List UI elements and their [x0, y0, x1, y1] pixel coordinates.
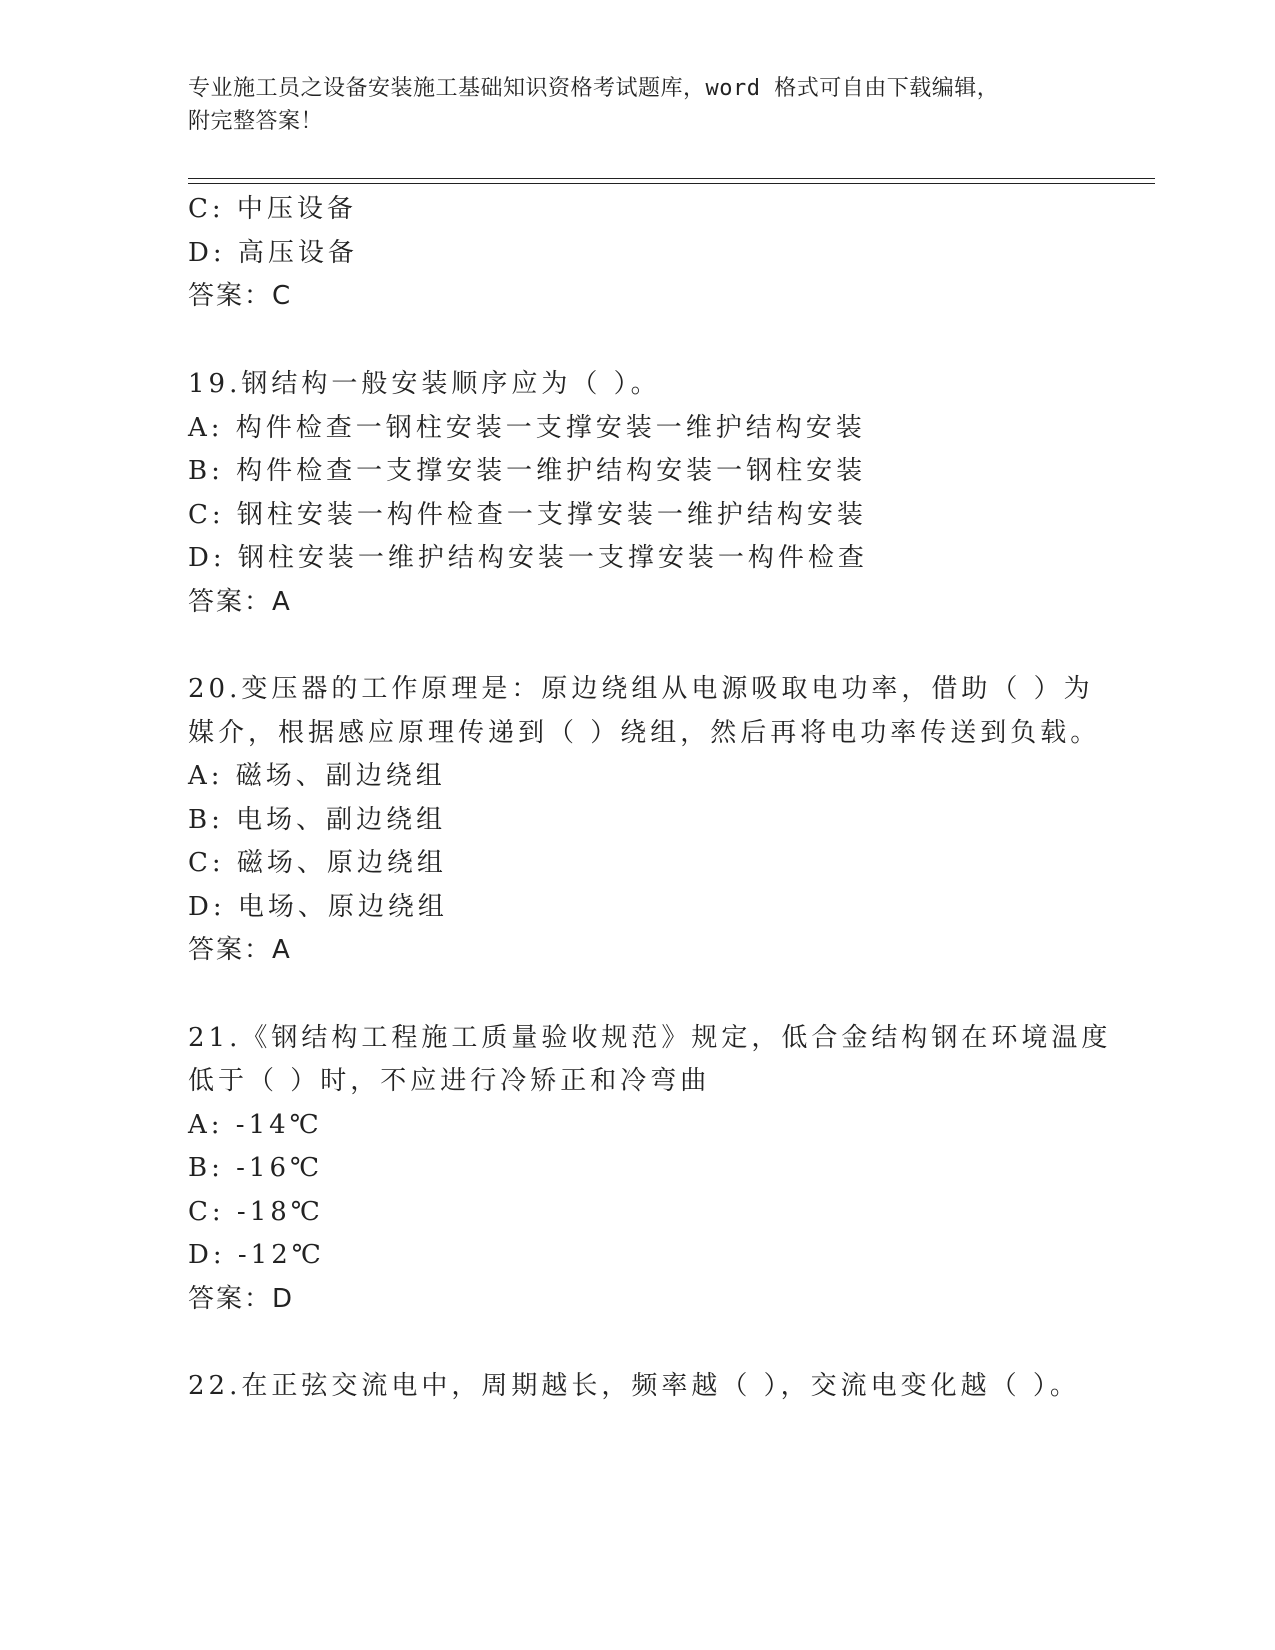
carryover-answer: 答案：C	[188, 281, 293, 311]
q19-answer: 答案：A	[188, 587, 292, 617]
document-header	[188, 72, 1088, 138]
q20-option-d: D: 电场、原边绕组	[188, 892, 448, 922]
q19-stem: 19.钢结构一般安装顺序应为（ ）。	[188, 369, 661, 399]
q21-option-d: D: -12℃	[188, 1240, 325, 1270]
q20-option-c: C: 磁场、原边绕组	[188, 848, 447, 878]
carryover-option-c: C: 中压设备	[188, 194, 357, 224]
carryover-option-d: D: 高压设备	[188, 238, 358, 268]
q21-option-b: B: -16℃	[188, 1153, 324, 1183]
q20-answer: 答案：A	[188, 935, 292, 965]
q20-option-b: B: 电场、副边绕组	[188, 805, 447, 835]
q19-option-d: D: 钢柱安装一维护结构安装一支撑安装一构件检查	[188, 543, 868, 573]
q22-stem: 22.在正弦交流电中，周期越长，频率越（ ），交流电变化越（ ）。	[188, 1371, 1080, 1401]
header-title-line-1: 专业施工员之设备安装施工基础知识资格考试题库，word 格式可自由下载编辑，	[188, 76, 1000, 101]
q21-stem-line-1: 21.《钢结构工程施工质量验收规范》规定，低合金结构钢在环境温度	[188, 1023, 1112, 1053]
header-title-line-2: 附完整答案！	[188, 109, 324, 134]
q21-option-a: A: -14℃	[188, 1110, 323, 1140]
header-divider-bottom	[188, 183, 1155, 184]
q21-answer: 答案：D	[188, 1284, 295, 1314]
q20-option-a: A: 磁场、副边绕组	[188, 761, 446, 791]
header-divider-top	[188, 178, 1155, 179]
q19-option-b: B: 构件检查一支撑安装一维护结构安装一钢柱安装	[188, 456, 867, 486]
q20-stem-line-2: 媒介，根据感应原理传递到（ ）绕组，然后再将电功率传送到负载。	[188, 718, 1101, 748]
q19-option-c: C: 钢柱安装一构件检查一支撑安装一维护结构安装	[188, 500, 867, 530]
q19-option-a: A: 构件检查一钢柱安装一支撑安装一维护结构安装	[188, 413, 866, 443]
q21-stem-line-2: 低于（ ）时，不应进行冷矫正和冷弯曲	[188, 1066, 711, 1096]
q21-option-c: C: -18℃	[188, 1197, 324, 1227]
q20-stem-line-1: 20.变压器的工作原理是：原边绕组从电源吸取电功率，借助（ ）为	[188, 674, 1094, 704]
